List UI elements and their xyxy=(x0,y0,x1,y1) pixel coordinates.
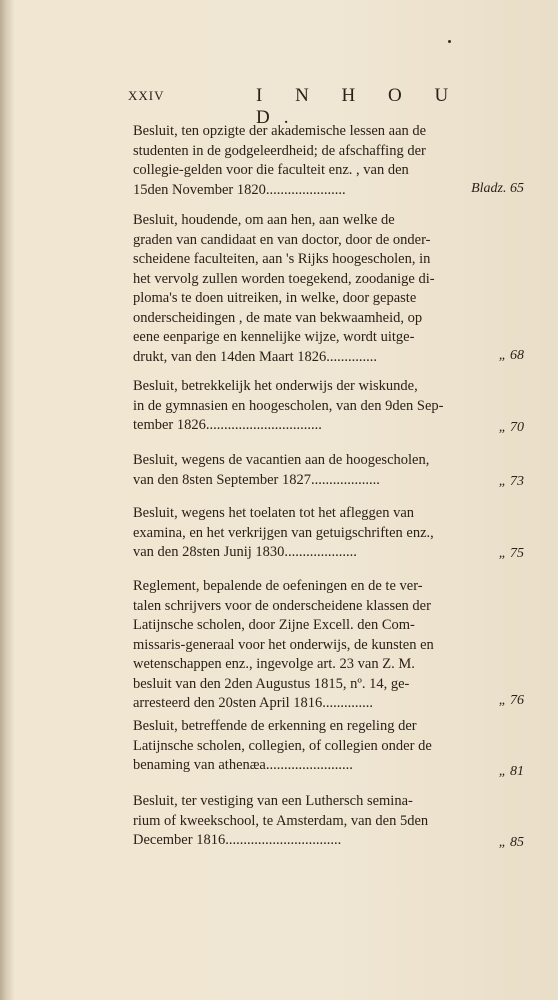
entry-line: 15den November 1820...................... xyxy=(133,181,346,198)
entry-line: Latijnsche scholen, door Zijne Excell. den Com- xyxy=(133,617,415,633)
entry-line: graden van candidaat en van doctor, door de onder- xyxy=(133,231,431,248)
entry-line: besluit van den 2den Augustus 1815, nº. 14, ge- xyxy=(133,675,410,692)
entry-line: van den 28sten Junij 1830.................... xyxy=(133,544,357,560)
entry-line: het vervolg zullen worden toegekend, zoodanige di- xyxy=(133,270,435,287)
entry-line: Besluit, ten opzigte der akademische lessen aan de xyxy=(133,123,427,139)
page-reference: „ 81 xyxy=(498,764,524,779)
entry-line: talen schrijvers voor de onderscheidene klassen der xyxy=(133,597,431,614)
entry-line: Besluit, betreffende de erkenning en regeling der xyxy=(133,718,417,734)
entry-line: ploma's te doen uitreiken, in welke, door gepaste xyxy=(133,290,417,306)
entry-line: Reglement, bepalende de oefeningen en de te ver- xyxy=(133,578,423,594)
entry-line: tember 1826................................ xyxy=(133,417,322,433)
entry-line: drukt, van den 14den Maart 1826.............. xyxy=(133,348,378,365)
page-title: I N H O U D. xyxy=(256,85,463,128)
entry-line: arresteerd den 20sten April 1816.............. xyxy=(133,695,374,711)
page-reference: „ 75 xyxy=(498,546,524,561)
toc-entry xyxy=(133,451,463,490)
entry-line: in de gymnasien en hoogescholen, van den 9den Sep- xyxy=(133,397,444,414)
page-reference: „ 68 xyxy=(498,348,524,363)
book-gutter xyxy=(0,0,14,1000)
page-reference: „ 73 xyxy=(498,474,524,489)
running-header xyxy=(128,85,468,128)
page-number: XXIV xyxy=(128,88,165,103)
entry-line: onderscheidingen , de mate van bekwaamheid, op xyxy=(133,309,423,326)
toc-entry xyxy=(133,504,463,563)
toc-entry xyxy=(133,377,463,436)
entry-line: Besluit, wegens het toelaten tot het afleggen van xyxy=(133,505,415,521)
toc-entry xyxy=(133,717,463,776)
entry-line: December 1816................................ xyxy=(133,832,342,848)
entry-line: Latijnsche scholen, collegien, of collegien onder de xyxy=(133,737,432,754)
toc-entry xyxy=(133,122,463,200)
entry-line: Besluit, wegens de vacantien aan de hoogescholen, xyxy=(133,452,430,468)
toc-entry xyxy=(133,211,463,367)
entry-line: studenten in de godgeleerdheid; de afschaffing der xyxy=(133,142,426,159)
entry-line: collegie-gelden voor die faculteit enz. , van den xyxy=(133,162,409,178)
page-reference: Bladz. 65 xyxy=(471,181,524,196)
entry-line: eene eenparige en kennelijke wijze, wordt uitge- xyxy=(133,329,415,345)
page-reference: „ 76 xyxy=(498,693,524,708)
entry-line: scheidene faculteiten, aan 's Rijks hoogescholen, in xyxy=(133,251,431,267)
entry-line: rium of kweekschool, te Amsterdam, van den 5den xyxy=(133,812,429,829)
entry-line: Besluit, ter vestiging van een Luthersch semina- xyxy=(133,793,413,809)
page-reference: „ 85 xyxy=(498,835,524,850)
page-reference: „ 70 xyxy=(498,420,524,435)
toc-entry xyxy=(133,792,463,851)
entry-line: examina, en het verkrijgen van getuigschriften enz., xyxy=(133,524,434,541)
toc-entry xyxy=(133,577,463,714)
entry-line: wetenschappen enz., ingevolge art. 23 van Z. M. xyxy=(133,656,415,672)
entry-line: benaming van athenæa........................ xyxy=(133,757,353,773)
ink-speck xyxy=(448,40,451,43)
entry-line: Besluit, betrekkelijk het onderwijs der wiskunde, xyxy=(133,378,418,394)
entry-line: missaris-generaal voor het onderwijs, de kunsten en xyxy=(133,636,434,653)
entry-line: Besluit, houdende, om aan hen, aan welke de xyxy=(133,212,395,228)
entry-line: van den 8sten September 1827................... xyxy=(133,471,380,488)
